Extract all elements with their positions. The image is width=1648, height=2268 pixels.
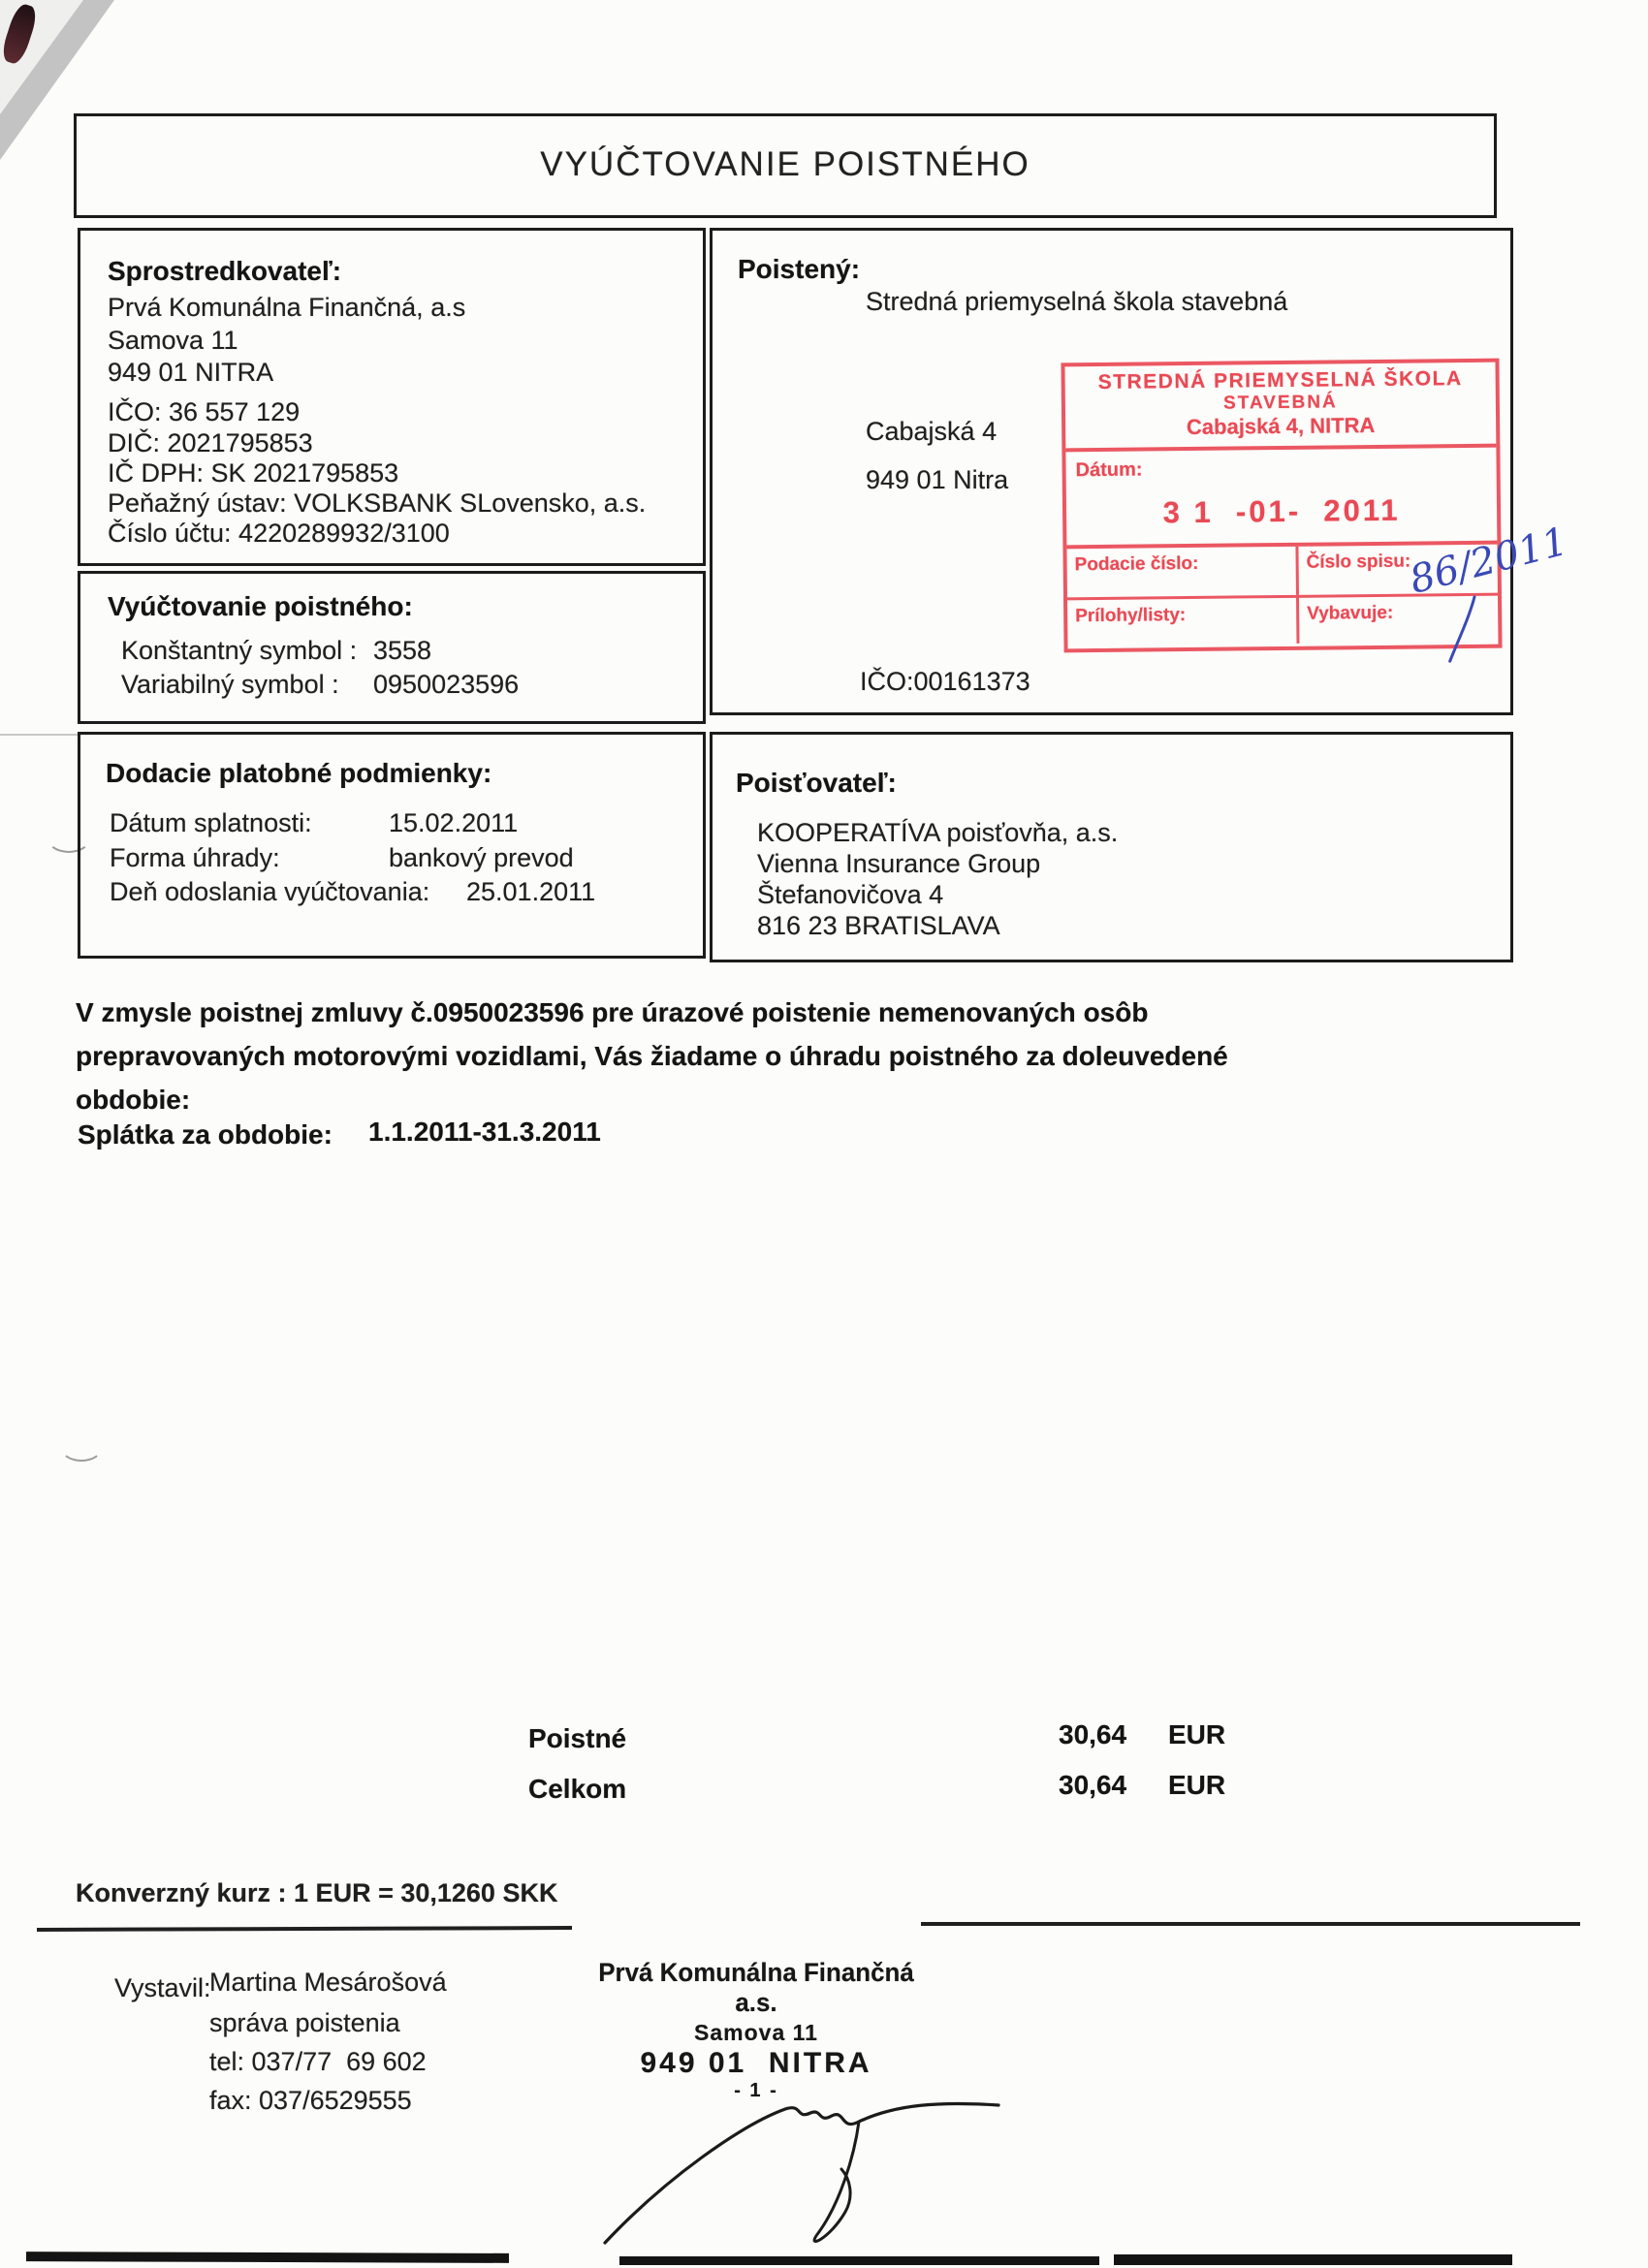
stamp-cell-vybavuje: Vybavuje: [1296,593,1499,644]
broker-dic: DIČ: 2021795853 [108,428,313,457]
premium-currency: EUR [1168,1719,1226,1749]
insurer-city: 816 23 BRATISLAVA [757,911,1000,940]
handwritten-file-number: 86/2011 [1405,519,1572,603]
pkf-stamp-name: Prvá Komunálna Finančná a.s. [598,1958,914,2017]
insured-heading: Poistený: [738,254,861,284]
terms-heading: Dodacie platobné podmienky: [106,758,492,788]
insured-name: Stredná priemyselná škola stavebná [866,287,1288,316]
separator-line-right [921,1922,1580,1926]
due-date-label: Dátum splatnosti: [110,808,312,837]
installment-period-label: Splátka za obdobie: [78,1119,333,1150]
stamp-date-section [1065,448,1497,550]
issuer-name: Martina Mesárošová [209,1968,447,1997]
stamp-cell-cislo-spisu: Číslo spisu: [1295,545,1498,595]
insured-city: 949 01 Nitra [866,465,1009,494]
insurer-box [710,732,1513,962]
billing-box [78,571,706,724]
paper-curl-mark [60,1433,103,1462]
variable-symbol-value: 0950023596 [373,670,520,699]
broker-bank: Peňažný ústav: VOLKSBANK SLovensko, a.s. [108,488,647,518]
pkf-stamp-page-number: - 1 - [734,2080,778,2101]
insured-ico: IČO:00161373 [860,667,1030,696]
issuer-fax: fax: 037/6529555 [209,2086,412,2115]
insurer-street: Štefanovičova 4 [757,880,944,909]
broker-city: 949 01 NITRA [108,358,274,387]
insurer-name: KOOPERATÍVA poisťovňa, a.s. [757,818,1119,847]
handwritten-pen-stroke [1445,595,1485,663]
stamp-date-value: 3 1 -01- 2011 [1162,492,1401,530]
sent-date-value: 25.01.2011 [466,877,596,906]
billing-heading: Vyúčtovanie poistného: [108,591,413,621]
broker-ic-dph: IČ DPH: SK 2021795853 [108,458,399,488]
broker-ico: IČO: 36 557 129 [108,397,301,426]
broker-heading: Sprostredkovateľ: [108,256,342,286]
issuer-department: správa poistenia [209,2008,400,2037]
sent-date-label: Deň odoslania vyúčtovania: [110,877,430,906]
issuer-phone: tel: 037/77 69 602 [209,2047,427,2076]
separator-line-left [37,1926,572,1932]
stamp-school-name: STREDNÁ PRIEMYSELNÁ ŠKOLA [1097,367,1463,394]
paper-crease-line [0,734,79,736]
payment-form-value: bankový prevod [389,843,574,872]
constant-symbol-value: 3558 [373,636,432,665]
variable-symbol-label: Variabilný symbol : [121,670,339,699]
insurer-group: Vienna Insurance Group [757,849,1041,878]
total-value: 30,64 [1059,1770,1127,1800]
issued-by-label: Vystavil: [114,1973,211,2002]
due-date-value: 15.02.2011 [389,808,519,837]
broker-account: Číslo účtu: 4220289932/3100 [108,519,450,548]
handwritten-signature [599,2061,1016,2254]
stamp-cell-prilohy: Prílohy/listy: [1067,595,1297,646]
constant-symbol-label: Konštantný symbol : [121,636,358,665]
pkf-stamp-street: Samova 11 [694,2020,818,2045]
payment-form-label: Forma úhrady: [110,843,280,872]
document-title: VYÚČTOVANIE POISTNÉHO [540,145,1030,183]
body-paragraph: V zmysle poistnej zmluvy č.0950023596 pre úrazové poistenie nemenovaných osôb prepravovaných motorovými vozidlami, Vás žiadame o úhradu poistného za doleuvedené obdobie: [76,997,1228,1115]
broker-street: Samova 11 [108,326,238,355]
premium-label: Poistné [528,1723,627,1753]
scan-edge-artifact [1114,2254,1512,2265]
scan-edge-artifact [619,2256,1099,2265]
scan-edge-artifact [26,2252,509,2263]
total-label: Celkom [528,1774,627,1804]
stamp-date-label: Dátum: [1075,458,1143,482]
insurer-heading: Poisťovateľ: [736,768,897,798]
stamp-cell-podacie-cislo: Podacie číslo: [1074,552,1199,576]
conversion-rate: Konverzný kurz : 1 EUR = 30,1260 SKK [76,1878,558,1907]
installment-period-value: 1.1.2011-31.3.2011 [368,1117,601,1147]
payment-terms-box [78,732,706,959]
total-currency: EUR [1168,1770,1226,1800]
title-box [74,113,1497,218]
broker-name: Prvá Komunálna Finančná, a.s [108,293,466,322]
insured-street: Cabajská 4 [866,417,998,446]
pkf-stamp-city: 949 01 NITRA [640,2047,872,2079]
stamp-school-name-2: STAVEBNÁ [1222,392,1338,414]
stamp-school-address: Cabajská 4, NITRA [1186,412,1376,440]
school-receipt-stamp [1061,359,1572,653]
premium-value: 30,64 [1059,1719,1127,1749]
broker-box [78,228,706,566]
stamp-header [1064,362,1496,453]
